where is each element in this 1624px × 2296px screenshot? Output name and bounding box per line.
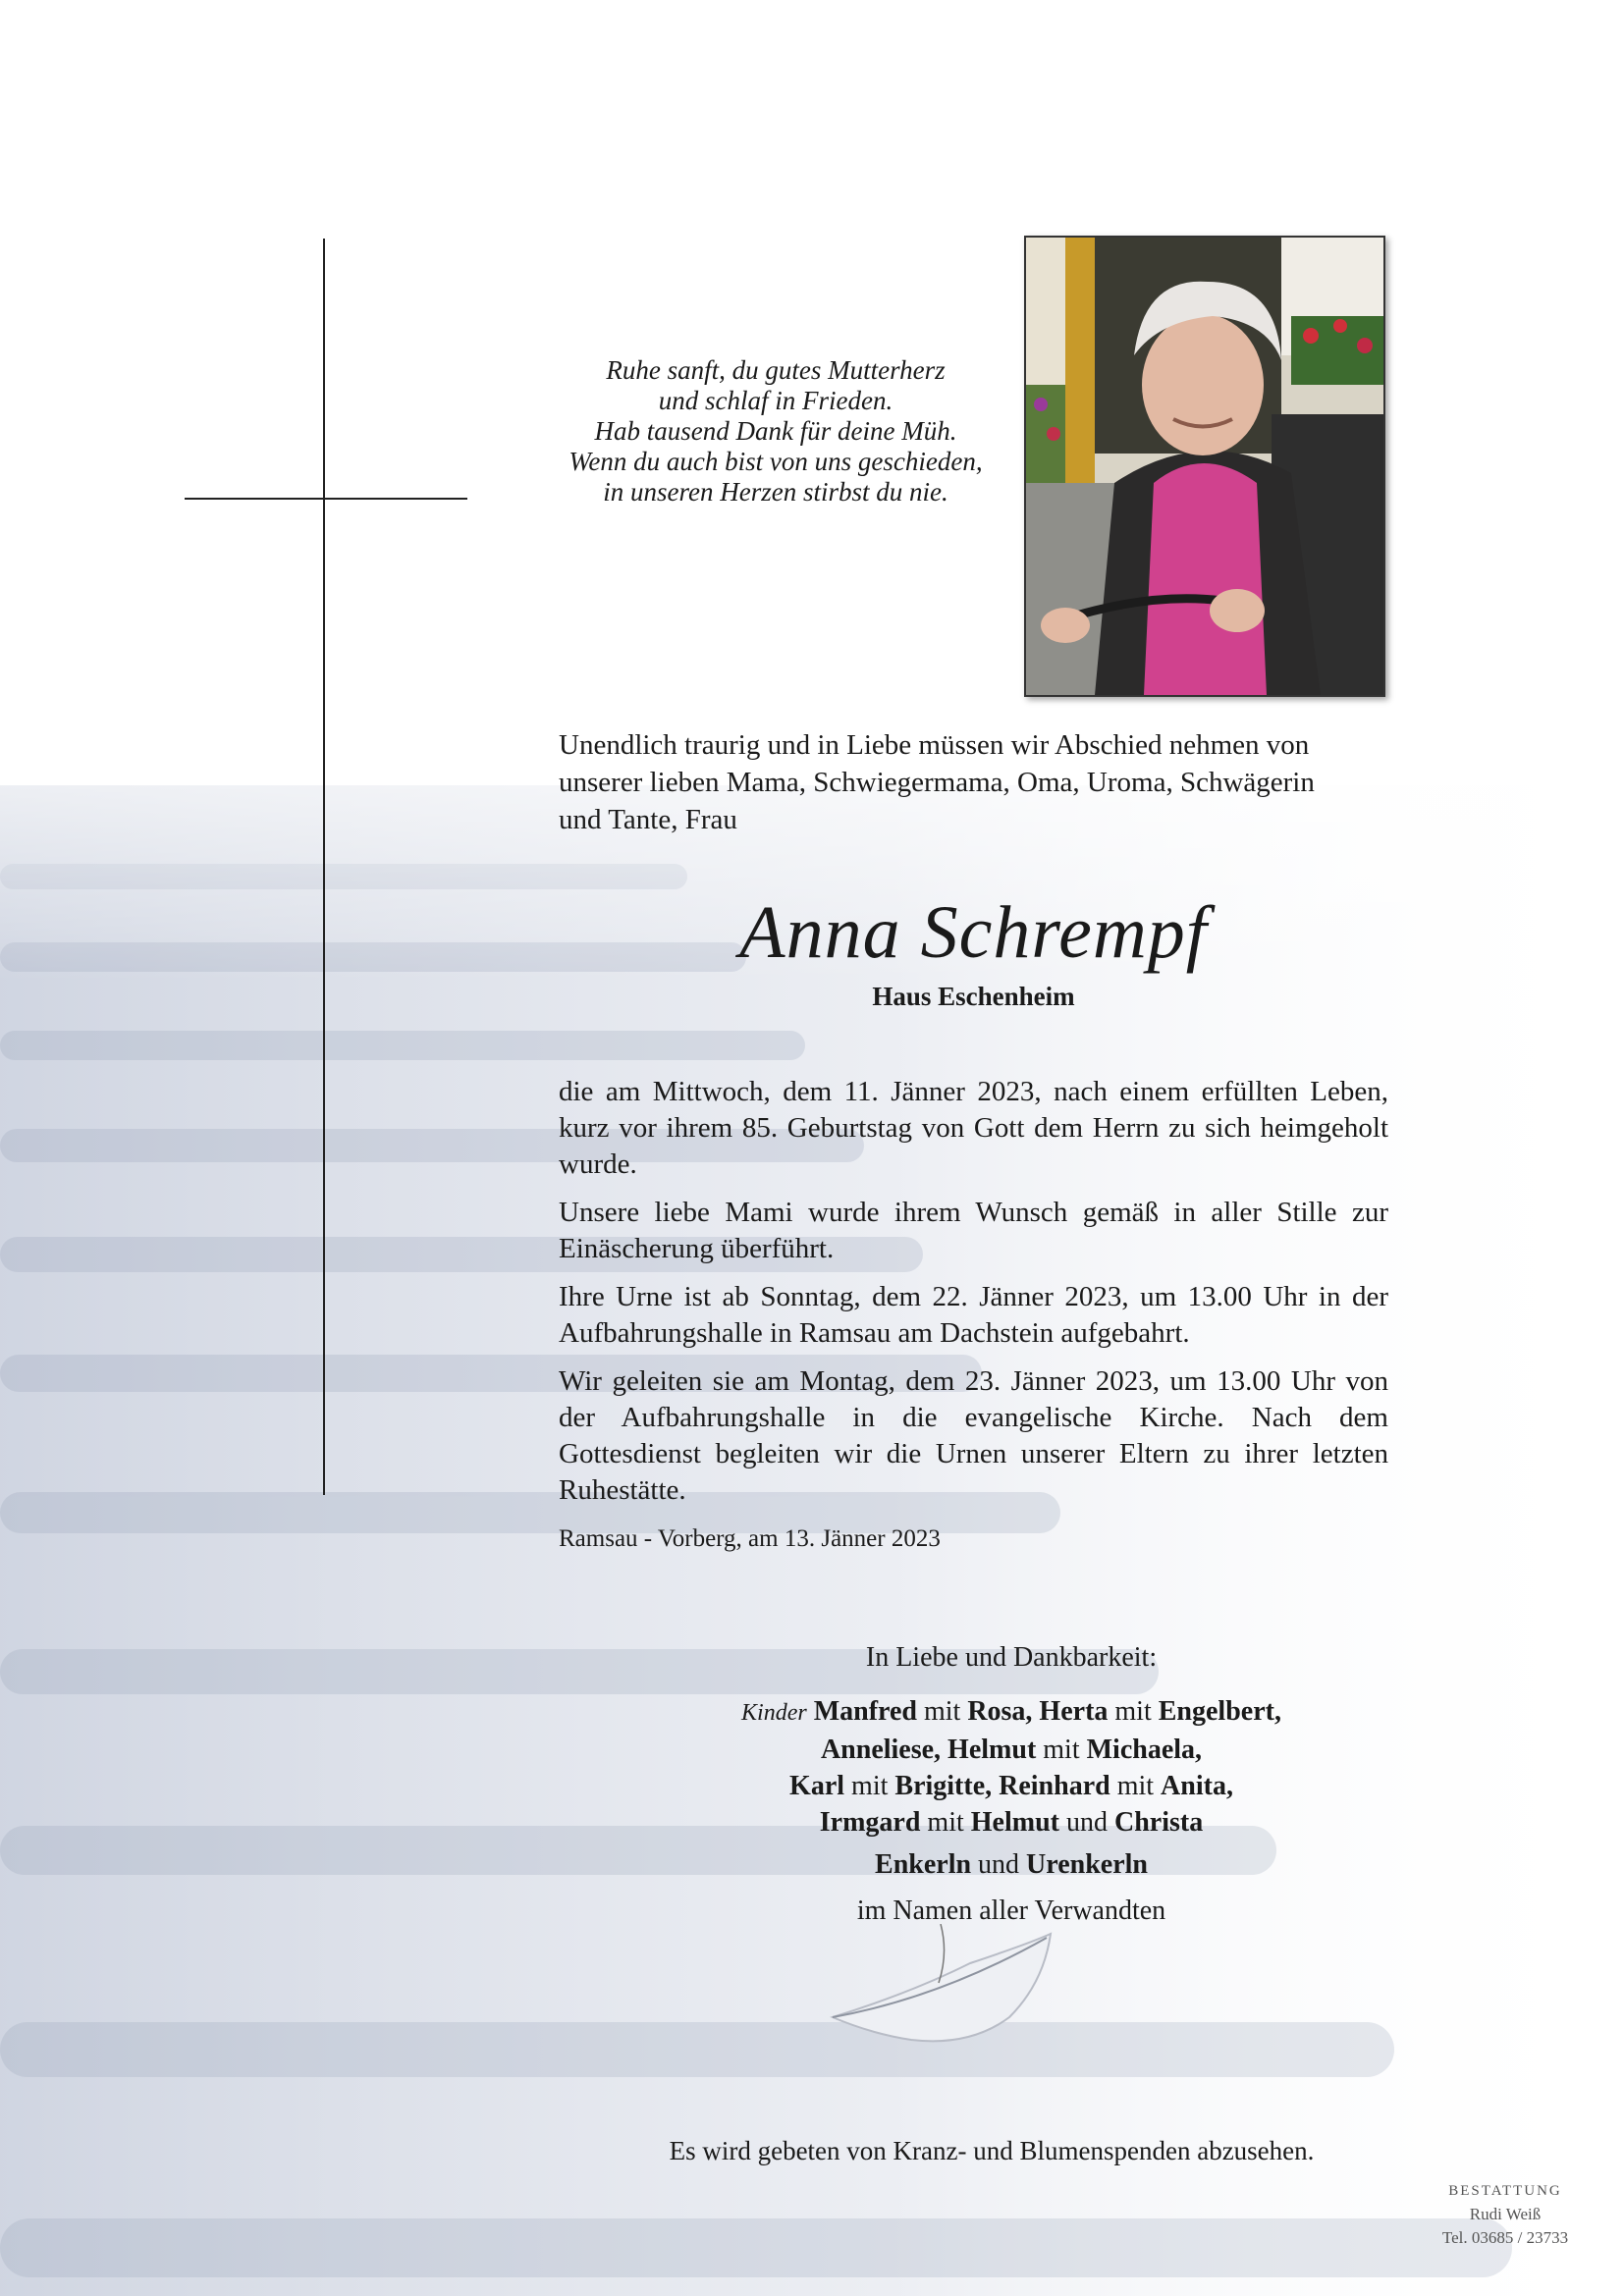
- cross-horizontal-bar: [185, 498, 467, 500]
- undertaker-name: Rudi Weiß: [1469, 2205, 1542, 2223]
- mourners-line: [589, 1693, 1434, 1732]
- mourner-joiner: mit: [920, 1807, 971, 1838]
- mourner-name: Brigitte, Reinhard: [894, 1771, 1110, 1801]
- body-paragraph: die am Mittwoch, dem 11. Jänner 2023, nach einem erfüllten Leben, kurz vor ihrem 85. Geburtstag von Gott dem Herrn zu sich heimgeholt wurde.: [559, 1076, 1388, 1180]
- mourners-intro: In Liebe und Dankbarkeit:: [865, 1642, 1158, 1673]
- mourner-name: Urenkerln: [1026, 1849, 1148, 1880]
- mourners-line: [589, 1768, 1434, 1804]
- body-paragraph: Unsere liebe Mami wurde ihrem Wunsch gemäß in aller Stille zur Einäscherung überführt.: [559, 1197, 1388, 1264]
- memorial-poem: [491, 355, 1060, 507]
- poem-line: Ruhe sanft, du gutes Mutterherz: [606, 355, 946, 385]
- poem-line: Hab tausend Dank für deine Müh.: [594, 416, 957, 446]
- donation-note: Es wird gebeten von Kranz- und Blumenspenden abzusehen.: [669, 2136, 1315, 2165]
- announcement-line: Unendlich traurig und in Liebe müssen wir Abschied nehmen von: [559, 729, 1310, 761]
- mourner-name: Manfred: [813, 1696, 917, 1727]
- poem-line: in unseren Herzen stirbst du nie.: [603, 477, 948, 507]
- mourner-name: Engelbert,: [1158, 1696, 1281, 1727]
- mourner-name: Helmut: [970, 1807, 1059, 1838]
- relatives-line: im Namen aller Verwandten: [856, 1896, 1166, 1926]
- mourner-joiner: mit: [844, 1771, 895, 1801]
- feather-icon: [823, 1924, 1058, 2061]
- kinder-label: Kinder: [741, 1700, 807, 1726]
- undertaker-stamp: [1392, 2179, 1618, 2250]
- mourner-name: Karl: [789, 1771, 845, 1801]
- place-and-date: Ramsau - Vorberg, am 13. Jänner 2023: [559, 1525, 941, 1552]
- undertaker-label: BESTATTUNG: [1448, 2183, 1562, 2199]
- mourner-name: Rosa, Herta: [967, 1696, 1109, 1727]
- poem-line: Wenn du auch bist von uns geschieden,: [568, 447, 983, 476]
- deceased-house: Haus Eschenheim: [872, 982, 1075, 1011]
- portrait-photo: [1024, 236, 1385, 697]
- mourners-list: [589, 1639, 1434, 1929]
- announcement-text: [559, 726, 1388, 838]
- announcement-line: und Tante, Frau: [559, 804, 737, 835]
- body-paragraph: Ihre Urne ist ab Sonntag, dem 22. Jänner 2023, um 13.00 Uhr in der Aufbahrungshalle in Ramsau am Dachstein aufgebahrt.: [559, 1281, 1388, 1349]
- mourner-name: Anita,: [1161, 1771, 1233, 1801]
- mourners-line: [589, 1732, 1434, 1768]
- mourner-joiner: mit: [1108, 1696, 1159, 1727]
- mourner-name: Michaela,: [1086, 1735, 1203, 1765]
- mourner-name: Christa: [1113, 1807, 1204, 1838]
- mourner-joiner: mit: [916, 1696, 968, 1727]
- mourner-joiner: und: [971, 1849, 1027, 1880]
- mourner-name: Irmgard: [819, 1807, 921, 1838]
- cross-vertical-bar: [323, 239, 325, 1495]
- obituary-body: [559, 1074, 1388, 1521]
- deceased-name: Anna Schrempf: [739, 891, 1208, 974]
- announcement-line: unserer lieben Mama, Schwiegermama, Oma, Uroma, Schwägerin: [559, 767, 1315, 798]
- poem-line: und schlaf in Frieden.: [658, 386, 893, 415]
- mourner-joiner: mit: [1036, 1735, 1087, 1765]
- mourners-line: [589, 1846, 1434, 1883]
- mourner-joiner: mit: [1110, 1771, 1162, 1801]
- mourner-joiner: und: [1058, 1807, 1114, 1838]
- body-paragraph: Wir geleiten sie am Montag, dem 23. Jänner 2023, um 13.00 Uhr von der Aufbahrungshalle in die evangelische Kirche. Nach dem Gottesdienst begleiten wir die Urnen unserer Eltern zu ihrer letzten Ruhestätte.: [559, 1365, 1388, 1506]
- mourner-name: Anneliese, Helmut: [820, 1735, 1037, 1765]
- undertaker-phone: Tel. 03685 / 23733: [1441, 2228, 1569, 2247]
- mourner-name: Enkerln: [875, 1849, 972, 1880]
- mourners-line: [589, 1804, 1434, 1841]
